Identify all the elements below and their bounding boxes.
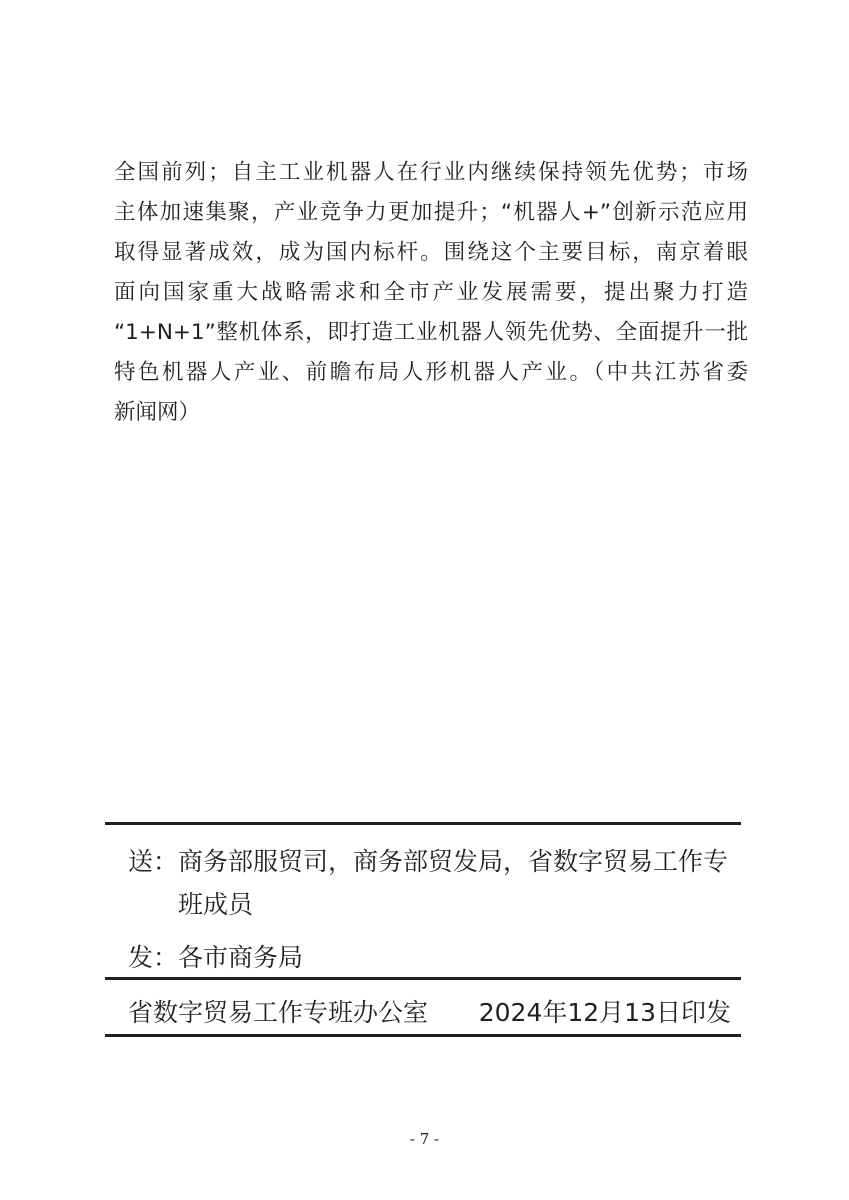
issue-to-label: 发： [128,943,179,972]
paragraph-line: 主体加速集聚，产业竞争力更加提升；“机器人+”创新示范应用 [114,200,748,225]
copy-to-label: 送： [128,847,179,876]
issuing-office: 省数字贸易工作专班办公室 [128,998,429,1027]
paragraph-line: 全国前列；自主工业机器人在行业内继续保持领先优势；市场 [114,160,748,185]
copy-to-value: 商务部服贸司，商务部贸发局，省数字贸易工作专班成员 [178,847,729,919]
body-paragraph [114,153,748,433]
divider-middle [105,977,741,980]
issue-to-value: 各市商务局 [178,943,304,972]
imprint-row [105,988,741,1034]
issue-to-row [128,936,303,979]
paragraph-line-last: 新闻网） [114,400,201,425]
paragraph-line: 取得显著成效，成为国内标杆。围绕这个主要目标，南京着眼 [114,240,748,265]
paragraph-line: 面向国家重大战略需求和全市产业发展需要，提出聚力打造 [114,280,748,305]
print-date: 2024年12月13日印发 [478,998,731,1027]
paragraph-line: “1+N+1”整机体系，即打造工业机器人领先优势、全面提升一批 [114,320,748,345]
paragraph-line: 特色机器人产业、前瞻布局人形机器人产业。（中共江苏省委 [114,360,748,385]
divider-top [105,822,741,825]
copy-to-row [128,840,734,926]
page-number: - 7 - [409,1130,440,1148]
divider-bottom [105,1034,741,1037]
